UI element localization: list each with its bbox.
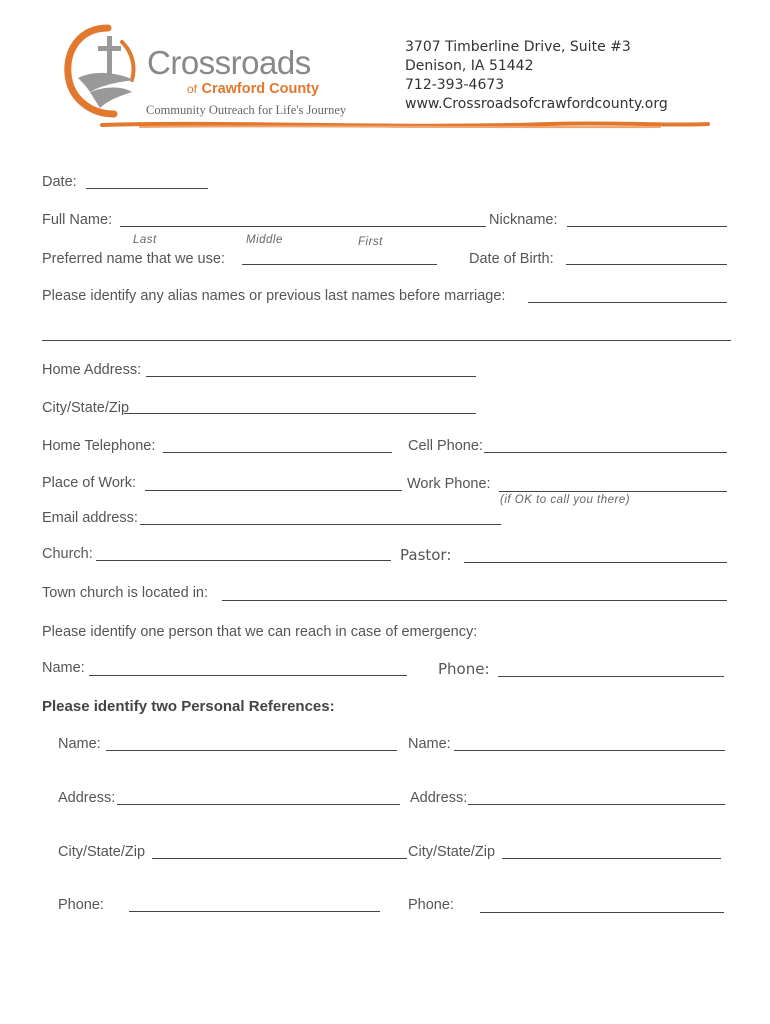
email-label: Email address:: [42, 510, 138, 526]
home-telephone-field[interactable]: [163, 452, 392, 453]
name-hint-first: First: [358, 236, 383, 248]
address-line-1: 3707 Timberline Drive, Suite #3: [405, 39, 631, 55]
reference-1-phone-field[interactable]: [129, 911, 380, 912]
church-field[interactable]: [96, 560, 391, 561]
date-field[interactable]: [86, 188, 208, 189]
place-of-work-field[interactable]: [145, 490, 402, 491]
date-of-birth-label: Date of Birth:: [469, 251, 554, 267]
reference-2-name-field[interactable]: [454, 750, 725, 751]
reference-2-city-state-zip-field[interactable]: [502, 858, 721, 859]
reference-2-phone-label: Phone:: [408, 897, 454, 913]
reference-2-address-field[interactable]: [468, 804, 725, 805]
brand-name: Crossroads: [147, 44, 311, 81]
phone-number: 712-393-4673: [405, 77, 505, 93]
brand-sub-prefix: of: [187, 82, 198, 96]
town-church-field[interactable]: [222, 600, 727, 601]
reference-2-phone-field[interactable]: [480, 912, 724, 913]
email-field[interactable]: [140, 524, 501, 525]
reference-1-address-field[interactable]: [117, 804, 400, 805]
name-hint-last: Last: [133, 234, 157, 246]
alias-field-continued[interactable]: [42, 340, 731, 341]
emergency-phone-field[interactable]: [498, 676, 724, 677]
work-phone-hint: (if OK to call you there): [500, 494, 631, 506]
alias-label: Please identify any alias names or previous last names before marriage:: [42, 288, 506, 304]
nickname-field[interactable]: [567, 226, 727, 227]
reference-2-address-label: Address:: [410, 790, 468, 806]
preferred-name-field[interactable]: [242, 264, 437, 265]
name-hint-middle: Middle: [246, 234, 283, 246]
brand-sub: [187, 80, 319, 98]
work-phone-field[interactable]: [499, 491, 727, 492]
nickname-label: Nickname:: [489, 212, 558, 228]
reference-1-address-label: Address:: [58, 790, 116, 806]
cell-phone-label: Cell Phone:: [408, 438, 483, 454]
references-heading: Please identify two Personal References:: [42, 698, 335, 715]
town-church-label: Town church is located in:: [42, 585, 209, 601]
brand-sub-name: Crawford County: [201, 81, 320, 97]
full-name-field[interactable]: [120, 226, 486, 227]
reference-1-city-state-zip-label: City/State/Zip: [58, 844, 146, 860]
city-state-zip-label: City/State/Zip: [42, 400, 130, 416]
website-link[interactable]: www.Crossroadsofcrawfordcounty.org: [405, 96, 668, 112]
logo-emblem-icon: [60, 22, 160, 122]
home-address-label: Home Address:: [42, 362, 142, 378]
brand-tagline: Community Outreach for Life's Journey: [146, 103, 347, 117]
emergency-phone-label: Phone:: [438, 660, 490, 678]
reference-2-name-label: Name:: [408, 736, 451, 752]
emergency-name-label: Name:: [42, 660, 85, 676]
city-state-zip-field[interactable]: [124, 413, 476, 414]
church-label: Church:: [42, 546, 93, 562]
preferred-name-label: Preferred name that we use:: [42, 251, 225, 267]
reference-2-city-state-zip-label: City/State/Zip: [408, 844, 496, 860]
logo: [60, 22, 160, 122]
home-address-field[interactable]: [146, 376, 476, 377]
reference-1-name-label: Name:: [58, 736, 101, 752]
place-of-work-label: Place of Work:: [42, 475, 137, 491]
reference-1-city-state-zip-field[interactable]: [152, 858, 407, 859]
emergency-prompt: Please identify one person that we can reach in case of emergency:: [42, 624, 478, 640]
address-line-2: Denison, IA 51442: [405, 58, 534, 74]
home-telephone-label: Home Telephone:: [42, 438, 156, 454]
date-label: Date:: [42, 174, 77, 190]
date-of-birth-field[interactable]: [566, 264, 727, 265]
header-brush-stroke: [100, 118, 710, 130]
cell-phone-field[interactable]: [484, 452, 727, 453]
reference-1-phone-label: Phone:: [58, 897, 104, 913]
reference-1-name-field[interactable]: [106, 750, 397, 751]
pastor-label: Pastor:: [400, 546, 452, 564]
full-name-label: Full Name:: [42, 212, 113, 228]
pastor-field[interactable]: [464, 562, 727, 563]
emergency-name-field[interactable]: [89, 675, 407, 676]
contact-block: [405, 38, 668, 114]
alias-field[interactable]: [528, 302, 727, 303]
work-phone-label: Work Phone:: [407, 476, 491, 492]
